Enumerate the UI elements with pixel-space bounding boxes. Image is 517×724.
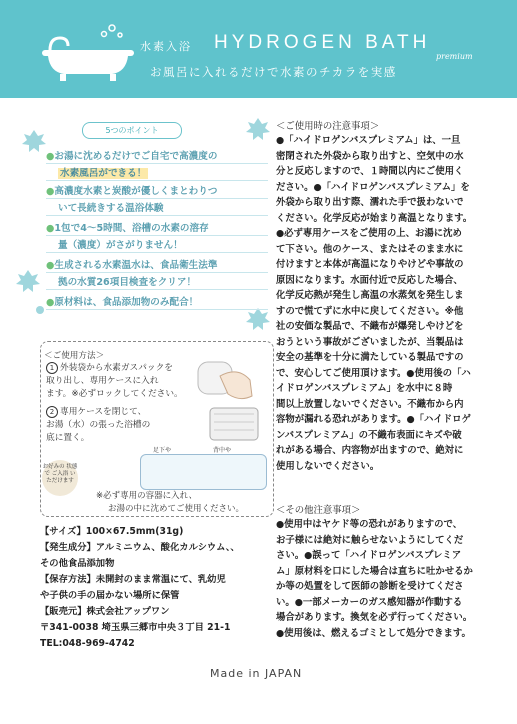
spec-line: や子供の手の届かない場所に保管 xyxy=(40,590,180,601)
bullet-icon: ● xyxy=(46,260,55,271)
spec-line: 【販売元】株式会社アップワン xyxy=(40,606,170,617)
spec-line: その他食品添加物 xyxy=(40,558,115,569)
made-in-label: Made in JAPAN xyxy=(210,667,303,680)
frost-decoration-icon xyxy=(14,120,48,320)
caution-text: ●「ハイドロゲンバスプレミアム」は、一旦 密閉された外袋から取り出すと、空気中の水 分と反応しますので、１時間以内にご使用く ださい。●「ハイドロゲンバスプレミアム」を 外袋から取り出す際、濡れた手で扱わないで ください。化学反応が始まり高温となります。 ●必ず専用ケースをご使用の上、お湯に沈め て下さい。他のケース、またはそのまま水に 付けますと本体が高温になりやけどや事故の 原因になります。水面付近で反応した場合、 化学反応熱が発生し高温の水蒸気を発生しま すので慌てずに水中に戻してください。※他 社の安価な製品で、不織布が爆発しやけどを おうという事故がございましたが、当製品は 安全の基準を十分に満たしている製品ですの で、安心してご使用頂けます。●使用後の「ハ イドロゲンバスプレミアム」を水中に８時 間以上放置しないでください。不織布から内 容物が漏れる恐れがあります。●「ハイドロゲ ンバスプレミアム」の不織布表面にキズや破 れがある場合、内容物が出ますので、絶対に 使用しないでください。 xyxy=(276,135,473,472)
point-item: ●生成される水素温水は、食品衛生法準 拠の水質26項目検査をクリア！ xyxy=(46,257,268,291)
hand-pack-illustration xyxy=(190,356,270,446)
usage-title: ＜ご使用方法＞ xyxy=(44,351,105,361)
caution-title: ＜ご使用時の注意事項＞ xyxy=(276,121,380,132)
point-item: ●高濃度水素と炭酸が優しくまとわりつ いて長続きする温浴体験 xyxy=(46,183,268,217)
point-item: ●原材料は、食品添加物のみ配合！ xyxy=(46,294,268,311)
points-title: 5つのポイント xyxy=(82,122,182,139)
header-banner xyxy=(0,0,517,98)
bathing-illustration: 足下や 背中や xyxy=(140,454,267,490)
spec-line: 【サイズ】100×67.5mm(31g) xyxy=(40,526,184,537)
other-caution-text: ●使用中はヤケド等の恐れがありますので、 お子様には絶対に触らせないようにしてくだ さい。●誤って「ハイドロゲンバスプレミア ム」原材料を口にした場合は直ちに吐かせるか か等の処置をして医師の診断を受けてくださ い。●一部メーカーのガス感知器が作動する 場合があります。換気を必ず行ってください。 ●使用後は、燃えるゴミとして処分できます。 xyxy=(276,519,473,639)
spec-line: 〒341-0038 埼玉県三郷市中央３丁目 21-1 xyxy=(40,622,231,633)
spec-line: 【保存方法】未開封のまま常温にて、乳幼児 xyxy=(40,574,226,585)
bullet-icon: ● xyxy=(46,186,55,197)
tagline: お風呂に入れるだけで水素のチカラを実感 xyxy=(150,65,397,79)
usage-step-1: 1 外装袋から水素ガスパックを 取り出し、専用ケースに入れ ます。※必ずロックしてください。 xyxy=(46,363,183,399)
point-item: ●1包で4～5時間、浴槽の水素の溶存 量（濃度）がさがりません！ xyxy=(46,220,268,254)
point-item: ●お湯に沈めるだけでご自宅で高濃度の 水素風呂ができる！ xyxy=(46,148,268,182)
bullet-icon: ● xyxy=(46,223,55,234)
other-caution-title: ＜その他注意事項＞ xyxy=(276,505,361,516)
brand-jp: 水素入浴 xyxy=(140,40,192,53)
bathtub-icon xyxy=(40,24,136,82)
spec-line: TEL:048-969-4742 xyxy=(40,638,135,649)
bath-preference-badge: お好みの 状態で ご入浴 いただけます xyxy=(42,460,78,496)
brand-title: HYDROGEN BATH xyxy=(214,32,431,53)
spec-line: 【発生成分】アルミニウム、酸化カルシウム、、 xyxy=(40,542,240,553)
bullet-icon: ● xyxy=(46,151,55,162)
bullet-icon: ● xyxy=(46,297,55,308)
usage-note: ※必ず専用の容器に入れ、 お湯の中に沈めてご使用ください。 xyxy=(96,491,245,514)
usage-step-2: 2 専用ケースを閉じて、 お湯（水）の張った浴槽の 底に置く。 xyxy=(46,407,151,443)
premium-label: premium xyxy=(436,52,473,61)
